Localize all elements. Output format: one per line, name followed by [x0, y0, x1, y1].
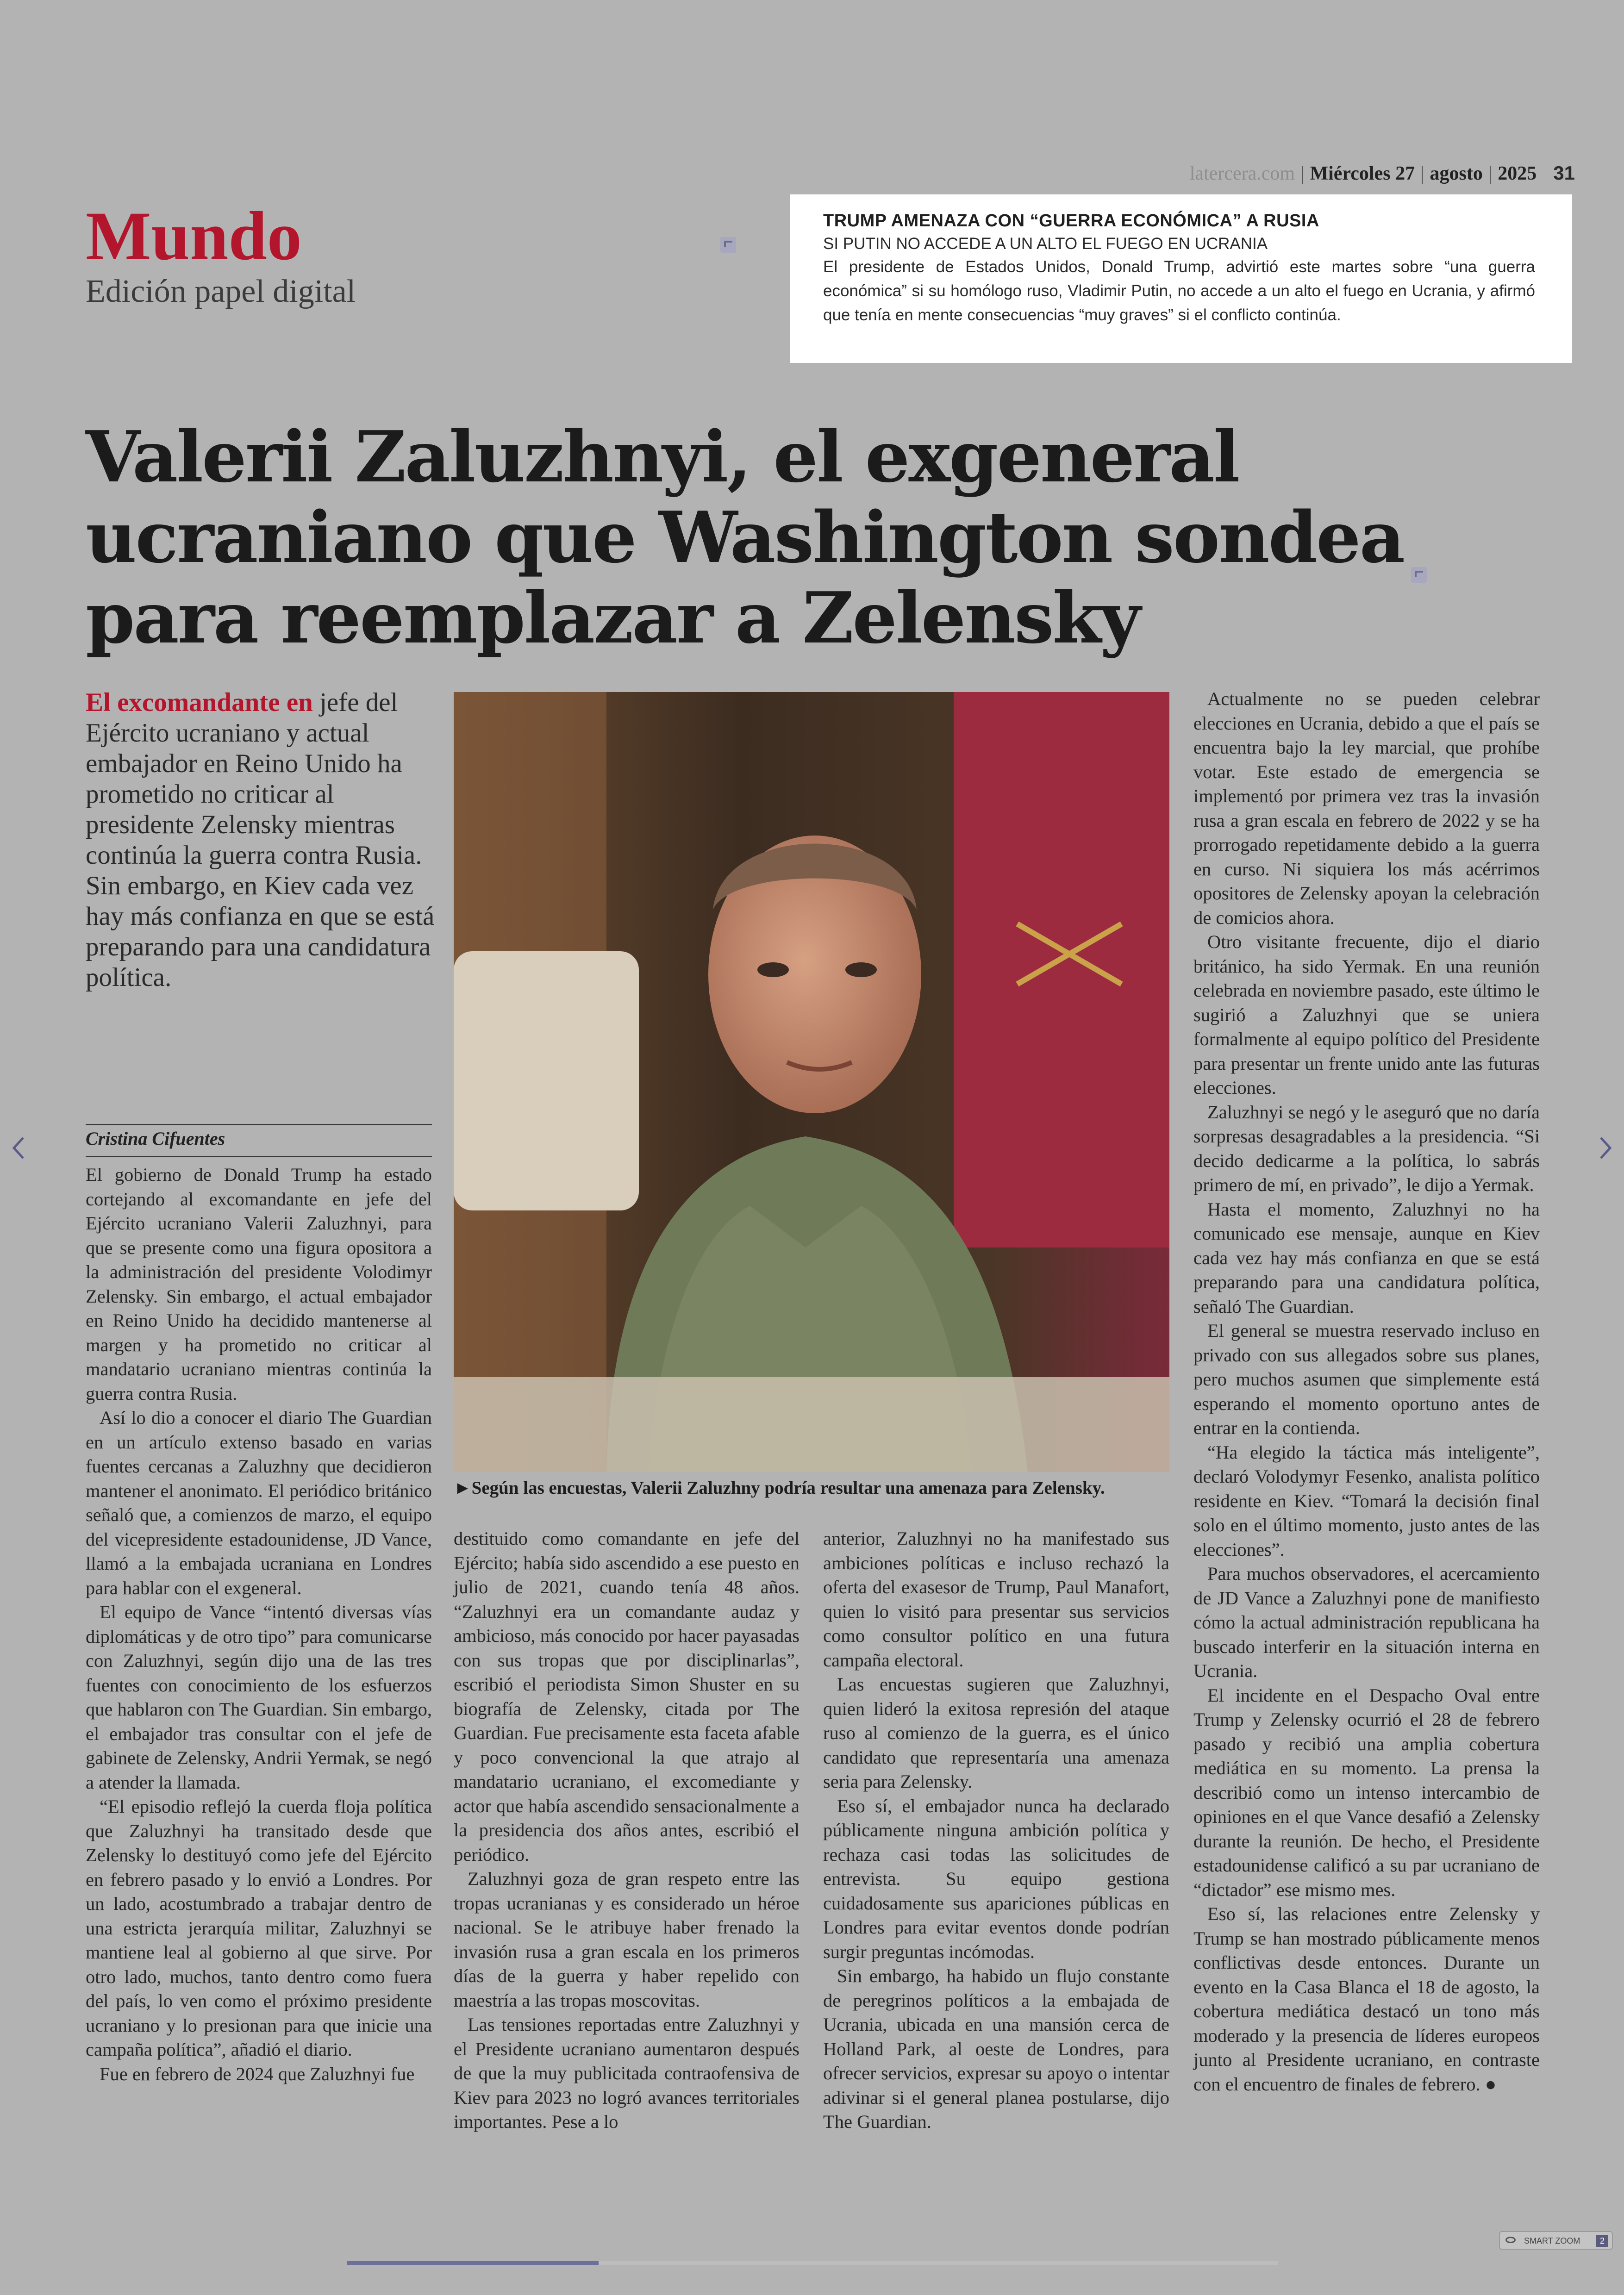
next-page-button[interactable]	[1596, 1134, 1615, 1162]
paragraph: “Ha elegido la táctica más inteligente”, declaró Volodymyr Fesenko, analista político residente en Kiev. “Tomará la decisión final solo en el último momento, justo antes de las elecciones”.	[1193, 1441, 1540, 1560]
article-column-3	[823, 1527, 1169, 2134]
paragraph: Fue en febrero de 2024 que Zaluzhnyi fue	[100, 2063, 415, 2084]
article-headline: Valerii Zaluzhnyi, el exgeneral ucraniano que Washington sondea para reemplazar a Zelensky	[86, 415, 1404, 659]
site-name: latercera.com	[1189, 163, 1295, 184]
promo-title: TRUMP AMENAZA CON “GUERRA ECONÓMICA” A RUSIA	[823, 211, 1319, 231]
page-number: 31	[1553, 162, 1575, 184]
eye-icon	[1505, 2237, 1516, 2243]
article-photo	[454, 692, 1169, 1472]
byline-rule	[86, 1124, 432, 1125]
article-column-1	[86, 1163, 432, 2086]
author-byline: Cristina Cifuentes	[86, 1128, 225, 1149]
paragraph: Las encuestas sugieren que Zaluzhnyi, quien lideró la exitosa represión del ataque ruso al comienzo de la guerra, es el único candidato que representaría una amenaza seria para Zelensky.	[823, 1674, 1169, 1792]
article-lede	[86, 687, 437, 993]
paragraph: Sin embargo, ha habido un flujo constante de peregrinos políticos a la embajada de Ucrania, ubicada en una mansión cerca de Holland Park, al oeste de Londres, para ofrecer servicios, expresar su apoyo o intentar adivinar si el general planea postularse, dijo The Guardian.	[823, 1965, 1169, 2132]
paragraph: Hasta el momento, Zaluzhnyi no ha comunicado ese mensaje, aunque en Kiev cada vez hay más confianza en que se está preparando para una candidatura política, señaló The Guardian.	[1193, 1198, 1540, 1317]
paragraph: “El episodio reflejó la cuerda floja política que Zaluzhnyi ha transitado desde que Zelensky lo destituyó como jefe del Ejército en febrero pasado y lo envió a Londres. Por un lado, acostumbrado a trabajar dentro de una estricta jerarquía militar, Zaluzhnyi se mantiene leal al gobierno al que sirve. Por otro lado, muchos, tanto dentro como fuera del país, lo ven como el próximo presidente ucraniano y lo presionan para que inicie una campaña política”, añadió el diario.	[86, 1796, 432, 2060]
smart-zoom-label: SMART ZOOM	[1524, 2236, 1580, 2245]
page-info: latercera.com | Miércoles 27 | agosto | 2025 31	[1189, 162, 1575, 184]
article-link-marker[interactable]	[1411, 567, 1427, 583]
paragraph: Zaluzhnyi goza de gran respeto entre las tropas ucranianas y es considerado un héroe nacional. Se le atribuye haber frenado la invasión rusa a gran escala en los primeros días de la guerra y haber repelido con maestría a las tropas moscovitas.	[454, 1868, 800, 2011]
paragraph: Eso sí, las relaciones entre Zelensky y Trump se han mostrado públicamente menos conflictivas desde entonces. Durante un evento en la Casa Blanca el 18 de agosto, la cobertura mediática destacó un tono más moderado y la presencia de líderes europeos junto al Presidente ucraniano, en contraste con el encuentro de finales de febrero. ●	[1193, 1903, 1540, 2095]
promo-box[interactable]	[790, 194, 1572, 363]
paragraph: Actualmente no se pueden celebrar elecciones en Ucrania, debido a que el país se encuentra bajo la ley marcial, que prohíbe votar. Este estado de emergencia se implementó por primera vez tras la invasión rusa a gran escala en febrero de 2022 y se ha prorrogado repetidamente debido a la guerra en curso. Ni siquiera los más acérrimos opositores de Zelensky apoyan la celebración de comicios ahora.	[1193, 688, 1540, 928]
paragraph: Las tensiones reportadas entre Zaluzhnyi y el Presidente ucraniano aumentaron después de que la muy publicitada contraofensiva de Kiev para 2023 no logró avances territoriales importantes. Pese a lo	[454, 2014, 800, 2132]
byline-rule	[86, 1156, 432, 1157]
paragraph: destituido como comandante en jefe del Ejército; había sido ascendido a ese puesto en julio de 2021, cuando tenía 48 años. “Zaluzhnyi era un comandante audaz y ambicioso, más conocido por hacer payasadas con sus tropas que por disciplinarlas”, escribió el periodista Simon Shuster en su biografía de Zelensky, citada por The Guardian. Fue precisamente esta faceta afable y poco convencional la que atrajo al mandatario ucraniano, el excomediante y actor que había ascendido sensacionalmente a la presidencia dos años antes, escribió el periódico.	[454, 1528, 800, 1865]
article-link-marker[interactable]	[720, 237, 736, 253]
chevron-left-icon	[9, 1134, 28, 1162]
paragraph: El general se muestra reservado incluso en privado con sus allegados sobre sus planes, pero muchos asumen que simplemente está esperando el momento oportuno antes de entrar en la contienda.	[1193, 1320, 1540, 1438]
article-column-4	[1193, 687, 1540, 2096]
paragraph: El gobierno de Donald Trump ha estado cortejando al excomandante en jefe del Ejército ucraniano Valerii Zaluzhnyi, para que se presente como una figura opositora a la administración del presidente Volodimyr Zelensky. Sin embargo, el actual embajador en Reino Unido ha decidido mantenerse al margen y ha prometido no criticar al mandatario ucraniano mientras continúa la guerra contra Rusia.	[86, 1164, 432, 1404]
section-subtitle: Edición papel digital	[86, 274, 356, 309]
paragraph: Para muchos observadores, el acercamiento de JD Vance a Zaluzhnyi pone de manifiesto cómo la actual administración republicana ha buscado interferir en la situación interna en Ucrania.	[1193, 1563, 1540, 1681]
portrait-illustration	[454, 692, 1169, 1472]
chevron-right-icon	[1596, 1134, 1615, 1162]
previous-page-button[interactable]	[9, 1134, 28, 1162]
photo-caption: ►Según las encuestas, Valerii Zaluzhny podría resultar una amenaza para Zelensky.	[454, 1478, 1105, 1498]
article-column-2	[454, 1527, 800, 2134]
lede-text: jefe del Ejército ucraniano y actual embajador en Reino Unido ha prometido no criticar al presidente Zelensky mientras continúa la guerra contra Rusia. Sin embargo, en Kiev cada vez hay más confianza en que se está preparando para una candidatura política.	[86, 688, 435, 992]
paragraph: El equipo de Vance “intentó diversas vías diplomáticas y de otro tipo” para comunicarse con Zaluzhnyi, según dijo una de las tres fuentes con conocimiento de los esfuerzos que hablaron con The Guardian. Sin embargo, el embajador tras consultar con el jefe de gabinete de Zelensky, Andrii Yermak, se negó a atender la llamada.	[86, 1602, 432, 1793]
paragraph: Eso sí, el embajador nunca ha declarado públicamente ninguna ambición política y rechaza casi todas las solicitudes de entrevista. Su equipo gestiona cuidadosamente sus apariciones públicas en Londres para evitar eventos donde podrían surgir preguntas incómodas.	[823, 1795, 1169, 1962]
zoom-level: 2	[1596, 2235, 1608, 2247]
smart-zoom-button[interactable]	[1499, 2231, 1613, 2250]
issue-year: 2025	[1498, 163, 1537, 184]
paragraph: Otro visitante frecuente, dijo el diario británico, ha sido Yermak. En una reunión celebrada en noviembre pasado, este último le sugirió a Zaluzhnyi que se uniera formalmente al equipo político del Presidente para presentar un frente unido ante las futuras elecciones.	[1193, 931, 1540, 1098]
issue-month: agosto	[1430, 163, 1483, 184]
paragraph: El incidente en el Despacho Oval entre Trump y Zelensky ocurrió el 28 de febrero pasado y recibió una amplia cobertura mediática en su momento. La prensa la describió como un intenso intercambio de opiniones en el que Vance desafió a Zelensky durante la reunión. De hecho, el Presidente estadounidense calificó a su par ucraniano de “dictador” ese mismo mes.	[1193, 1684, 1540, 1900]
promo-subtitle: SI PUTIN NO ACCEDE A UN ALTO EL FUEGO EN UCRANIA	[823, 235, 1268, 253]
paragraph: anterior, Zaluzhnyi no ha manifestado sus ambiciones políticas e incluso rechazó la oferta del exasesor de Trump, Paul Manafort, quien lo visitó para presentar sus servicios como consultor político en una futura campaña electoral.	[823, 1528, 1169, 1671]
paragraph: Así lo dio a conocer el diario The Guardian en un artículo extenso basado en varias fuentes cercanas a Zaluzhny que decidieron mantener el anonimato. El periódico británico señaló que, a comienzos de marzo, el equipo del vicepresidente estadounidense, JD Vance, llamó a la embajada ucraniana en Londres para hablar con el exgeneral.	[86, 1407, 432, 1598]
promo-body: El presidente de Estados Unidos, Donald Trump, advirtió este martes sobre “una guerra económica” si su homólogo ruso, Vladimir Putin, no accede a un alto el fuego en Ucrania, y afirmó que tenía en mente consecuencias “muy graves” si el conflicto continúa.	[823, 258, 1535, 324]
page-progress-fill	[347, 2261, 599, 2265]
issue-weekday: Miércoles 27	[1310, 163, 1415, 184]
section-title: Mundo	[86, 198, 302, 274]
lede-highlight: El excomandante en	[86, 688, 313, 717]
paragraph: Zaluzhnyi se negó y le aseguró que no daría sorpresas desagradables a la presidencia. “Si decido dedicarme a la política, lo sabrás primero de mí, en privado”, le dijo a Yermak.	[1193, 1101, 1540, 1195]
